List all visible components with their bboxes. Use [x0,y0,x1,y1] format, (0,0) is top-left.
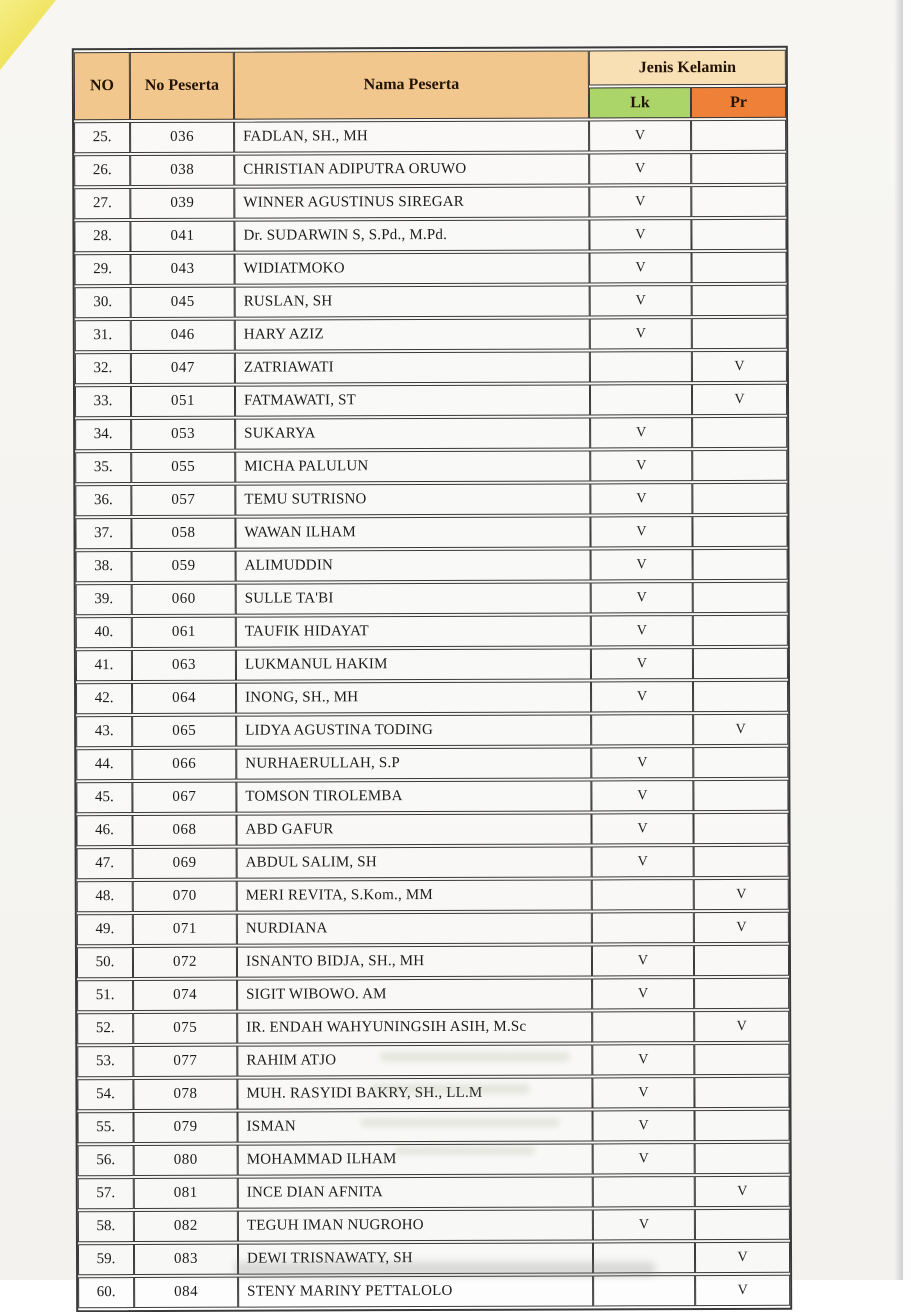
cell-no-peserta: 036 [130,122,234,153]
cell-no: 60. [78,1277,134,1308]
cell-no-peserta: 071 [133,914,237,945]
cell-no-peserta: 058 [131,518,235,549]
table-row [76,714,788,747]
cell-no-peserta: 081 [134,1178,238,1209]
cell-no: 40. [76,617,132,648]
cell-no: 55. [78,1112,134,1143]
cell-lk: V [592,978,694,1009]
table-row [74,186,786,219]
table-row [74,153,786,186]
cell-no-peserta: 055 [131,452,235,483]
cell-no: 37. [75,518,131,549]
cell-nama-peserta: RAHIM ATJO [237,1044,592,1076]
cell-no-peserta: 045 [131,287,235,318]
table-row [78,1176,790,1209]
cell-lk: V [590,252,692,283]
cell-nama-peserta: WINNER AGUSTINUS SIREGAR [234,186,589,218]
cell-no-peserta: 063 [132,650,236,681]
cell-pr [693,648,788,679]
table-row [75,351,787,384]
cell-lk [593,1242,695,1273]
cell-no: 36. [75,485,131,516]
table-row [76,780,788,813]
cell-lk: V [591,648,693,679]
cell-no-peserta: 077 [133,1046,237,1077]
cell-nama-peserta: INONG, SH., MH [236,681,591,713]
col-header-lk: Lk [589,87,691,118]
cell-no-peserta: 046 [131,320,235,351]
table-row [76,615,788,648]
table-row [78,1242,790,1275]
cell-no-peserta: 082 [134,1211,238,1242]
cell-pr [693,582,788,613]
cell-no: 39. [76,584,132,615]
table-row [76,648,788,681]
cell-nama-peserta: TEMU SUTRISNO [235,483,590,515]
cell-lk: V [590,483,692,514]
cell-lk: V [592,945,694,976]
cell-lk: V [592,1077,694,1108]
cell-lk: V [591,747,693,778]
cell-no: 43. [76,716,132,747]
cell-nama-peserta: ABDUL SALIM, SH [237,846,592,878]
cell-no-peserta: 084 [134,1277,238,1308]
cell-no: 51. [77,980,133,1011]
table-header [74,50,786,120]
cell-no: 44. [76,749,132,780]
cell-pr: V [692,351,787,382]
cell-nama-peserta: Dr. SUDARWIN S, S.Pd., M.Pd. [234,219,589,251]
col-header-no-peserta: No Peserta [130,52,234,120]
table-row [76,813,788,846]
cell-nama-peserta: ZATRIAWATI [235,351,590,383]
cell-no: 54. [77,1079,133,1110]
cell-no: 59. [78,1244,134,1275]
cell-pr [694,1077,789,1108]
cell-no: 53. [77,1046,133,1077]
cell-no: 28. [74,221,130,252]
cell-pr [691,219,786,250]
cell-no: 57. [78,1178,134,1209]
cell-no-peserta: 068 [132,815,236,846]
participant-rows [74,120,790,1308]
cell-no: 29. [75,254,131,285]
table-row [77,1077,789,1110]
cell-nama-peserta: ISNANTO BIDJA, SH., MH [237,945,592,977]
cell-no: 45. [76,782,132,813]
cell-lk: V [590,450,692,481]
cell-no: 48. [77,881,133,912]
cell-nama-peserta: ALIMUDDIN [236,549,591,581]
table-row [74,219,786,252]
table-row [78,1209,790,1242]
cell-nama-peserta: TOMSON TIROLEMBA [236,780,591,812]
cell-nama-peserta: MUH. RASYIDI BAKRY, SH., LL.M [237,1077,592,1109]
table-row [77,846,789,879]
cell-lk: V [591,780,693,811]
participants-table [72,46,792,1312]
col-header-jenis-kelamin: Jenis Kelamin [589,50,786,86]
table-row [76,549,788,582]
cell-lk [593,1176,695,1207]
table-row [75,483,787,516]
cell-lk: V [589,186,691,217]
table-row [75,318,787,351]
table-row [77,945,789,978]
cell-pr [693,780,788,811]
cell-nama-peserta: INCE DIAN AFNITA [238,1176,593,1208]
cell-nama-peserta: LIDYA AGUSTINA TODING [236,714,591,746]
cell-pr [692,516,787,547]
cell-no-peserta: 079 [134,1112,238,1143]
col-header-nama-peserta: Nama Peserta [234,50,589,119]
cell-pr [694,978,789,1009]
cell-lk [592,1011,694,1042]
cell-lk: V [590,318,692,349]
cell-lk: V [593,1110,695,1141]
cell-no-peserta: 059 [132,551,236,582]
cell-pr [694,1044,789,1075]
cell-pr [694,846,789,877]
cell-no: 38. [76,551,132,582]
cell-no-peserta: 083 [134,1244,238,1275]
cell-nama-peserta: WAWAN ILHAM [235,516,590,548]
cell-pr [692,285,787,316]
cell-pr [692,417,787,448]
col-header-pr: Pr [691,87,786,118]
cell-no: 32. [75,353,131,384]
cell-no-peserta: 070 [133,881,237,912]
cell-no: 52. [77,1013,133,1044]
cell-nama-peserta: FADLAN, SH., MH [234,120,589,152]
page-edge-shadow [894,0,903,1280]
cell-pr [693,549,788,580]
cell-no-peserta: 066 [132,749,236,780]
table-row [75,384,787,417]
cell-no-peserta: 057 [131,485,235,516]
cell-nama-peserta: MOHAMMAD ILHAM [238,1143,593,1175]
cell-lk: V [590,417,692,448]
cell-pr [695,1110,790,1141]
table-row [77,879,789,912]
cell-pr: V [692,384,787,415]
cell-no: 34. [75,419,131,450]
cell-pr [694,945,789,976]
cell-nama-peserta: MICHA PALULUN [235,450,590,482]
cell-pr [693,681,788,712]
cell-nama-peserta: SUKARYA [235,417,590,449]
cell-lk [590,384,692,415]
cell-nama-peserta: SIGIT WIBOWO. AM [237,978,592,1010]
cell-lk: V [592,1044,694,1075]
cell-nama-peserta: DEWI TRISNAWATY, SH [238,1242,593,1274]
cell-no-peserta: 075 [133,1013,237,1044]
cell-lk: V [591,681,693,712]
cell-no-peserta: 064 [132,683,236,714]
cell-no-peserta: 041 [130,221,234,252]
cell-pr [693,747,788,778]
table-row [76,681,788,714]
table-row [75,252,787,285]
table-row [78,1143,790,1176]
cell-nama-peserta: RUSLAN, SH [235,285,590,317]
cell-pr: V [694,1011,789,1042]
cell-lk [592,879,694,910]
cell-nama-peserta: FATMAWATI, ST [235,384,590,416]
cell-no: 46. [76,815,132,846]
table-row [75,516,787,549]
cell-nama-peserta: TAUFIK HIDAYAT [236,615,591,647]
cell-lk: V [589,219,691,250]
cell-nama-peserta: STENY MARINY PETTALOLO [238,1275,593,1307]
cell-lk [590,351,692,382]
cell-no: 26. [74,155,130,186]
cell-lk: V [590,516,692,547]
table-row [78,1110,790,1143]
cell-lk [593,1275,695,1306]
cell-nama-peserta: NURDIANA [237,912,592,944]
table-row [74,120,786,153]
cell-pr [692,483,787,514]
table-row [77,978,789,1011]
cell-no-peserta: 072 [133,947,237,978]
page-edge-margin [903,0,911,1280]
cell-no: 58. [78,1211,134,1242]
cell-lk: V [591,582,693,613]
cell-pr [693,813,788,844]
cell-pr [692,318,787,349]
cell-no-peserta: 060 [132,584,236,615]
cell-no-peserta: 053 [131,419,235,450]
table-row [77,912,789,945]
yellow-corner-fold [0,0,56,70]
cell-pr [695,1143,790,1174]
cell-no: 30. [75,287,131,318]
cell-lk: V [590,285,692,316]
cell-no: 47. [77,848,133,879]
cell-lk [591,714,693,745]
cell-nama-peserta: CHRISTIAN ADIPUTRA ORUWO [234,153,589,185]
cell-no-peserta: 074 [133,980,237,1011]
cell-lk: V [589,153,691,184]
cell-no-peserta: 038 [130,155,234,186]
cell-no-peserta: 047 [131,353,235,384]
cell-lk: V [591,549,693,580]
cell-pr [691,186,786,217]
cell-pr [693,615,788,646]
cell-no: 25. [74,122,130,153]
cell-pr: V [695,1176,790,1207]
cell-nama-peserta: TEGUH IMAN NUGROHO [238,1209,593,1241]
cell-lk [592,912,694,943]
cell-no-peserta: 039 [130,188,234,219]
table-row [77,1044,789,1077]
cell-no-peserta: 069 [133,848,237,879]
cell-no: 42. [76,683,132,714]
cell-no-peserta: 061 [132,617,236,648]
cell-pr: V [694,879,789,910]
cell-nama-peserta: HARY AZIZ [235,318,590,350]
cell-no: 31. [75,320,131,351]
cell-lk: V [593,1209,695,1240]
cell-lk: V [589,120,691,151]
cell-nama-peserta: ISMAN [238,1110,593,1142]
table-row [75,450,787,483]
cell-pr: V [695,1242,790,1273]
cell-lk: V [593,1143,695,1174]
cell-nama-peserta: MERI REVITA, S.Kom., MM [237,879,592,911]
cell-no-peserta: 078 [133,1079,237,1110]
cell-no-peserta: 051 [131,386,235,417]
cell-no: 41. [76,650,132,681]
cell-no: 35. [75,452,131,483]
cell-lk: V [591,615,693,646]
cell-nama-peserta: WIDIATMOKO [235,252,590,284]
cell-no-peserta: 080 [134,1145,238,1176]
cell-pr [695,1209,790,1240]
cell-no: 33. [75,386,131,417]
cell-pr: V [693,714,788,745]
cell-no-peserta: 043 [131,254,235,285]
table-row [77,1011,789,1044]
cell-nama-peserta: IR. ENDAH WAHYUNINGSIH ASIH, M.Sc [237,1011,592,1043]
cell-nama-peserta: LUKMANUL HAKIM [236,648,591,680]
cell-no: 50. [77,947,133,978]
cell-no: 49. [77,914,133,945]
cell-no: 56. [78,1145,134,1176]
cell-nama-peserta: SULLE TA'BI [236,582,591,614]
cell-no-peserta: 065 [132,716,236,747]
cell-nama-peserta: ABD GAFUR [236,813,591,845]
table-row [75,417,787,450]
table-row [76,582,788,615]
table-row [76,747,788,780]
cell-lk: V [592,846,694,877]
table-row [75,285,787,318]
cell-pr [691,120,786,151]
cell-pr: V [694,912,789,943]
cell-pr [692,252,787,283]
table-row [78,1275,790,1308]
col-header-no: NO [74,52,130,120]
cell-no-peserta: 067 [132,782,236,813]
cell-no: 27. [74,188,130,219]
cell-pr: V [695,1275,790,1306]
cell-pr [692,450,787,481]
cell-lk: V [591,813,693,844]
cell-pr [691,153,786,184]
cell-nama-peserta: NURHAERULLAH, S.P [236,747,591,779]
